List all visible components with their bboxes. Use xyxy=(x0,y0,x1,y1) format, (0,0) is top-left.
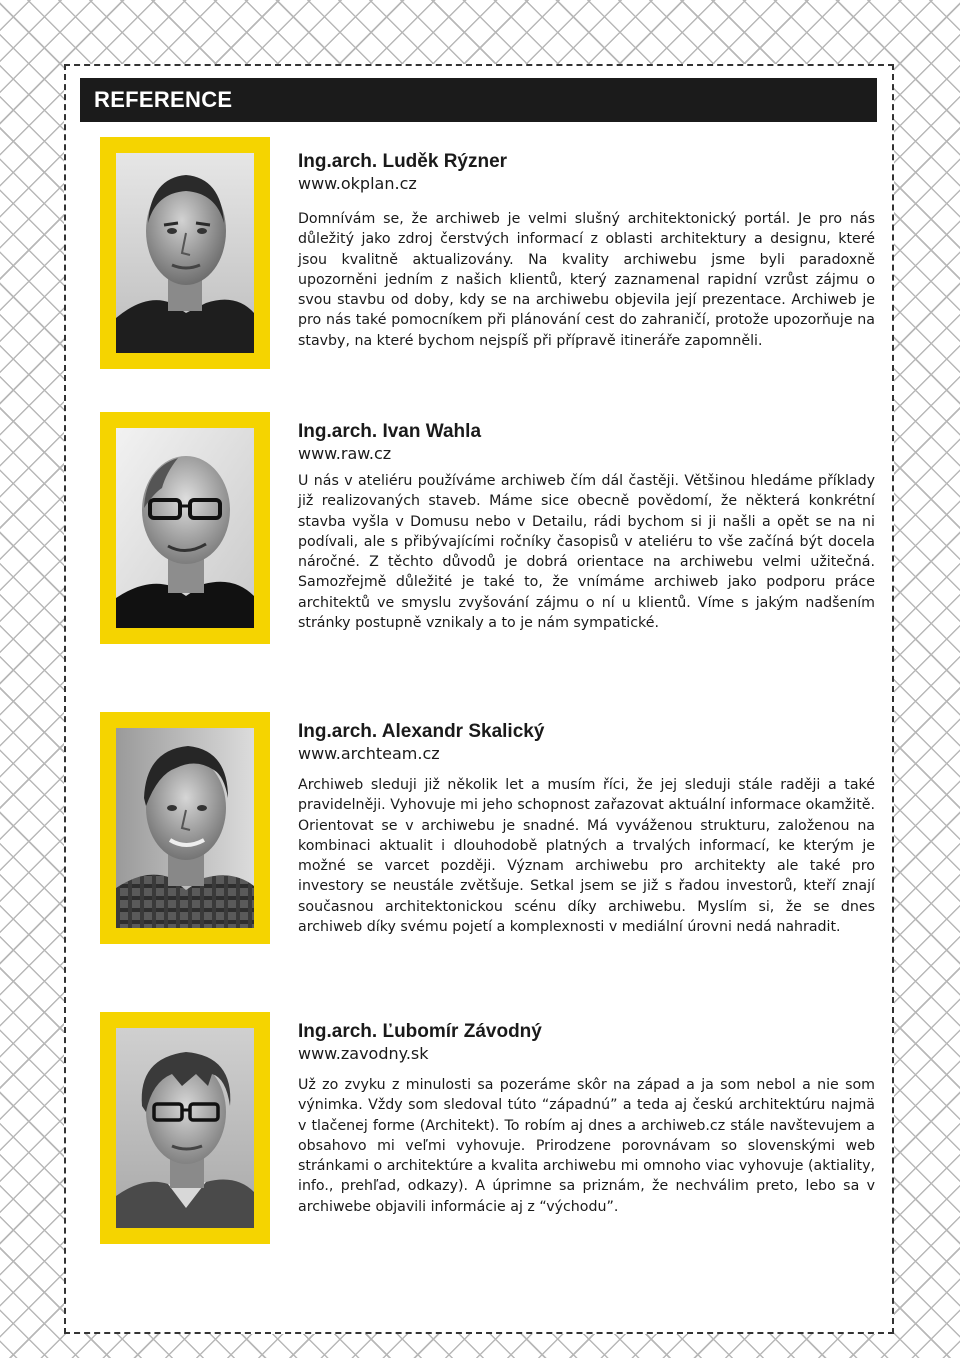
portrait-frame xyxy=(100,137,270,369)
website-link[interactable]: www.raw.cz xyxy=(298,444,392,463)
reference-ryzner xyxy=(298,150,875,351)
portrait-frame xyxy=(100,712,270,944)
portrait-photo xyxy=(116,153,254,353)
person-name: Ing.arch. Luděk Rýzner xyxy=(298,151,508,172)
website-link[interactable]: www.zavodny.sk xyxy=(298,1044,429,1063)
portrait-photo xyxy=(116,1028,254,1228)
portrait-photo xyxy=(116,428,254,628)
page-title: REFERENCE xyxy=(80,78,877,122)
person-name: Ing.arch. Alexandr Skalický xyxy=(298,721,545,742)
portrait-photo xyxy=(116,728,254,928)
portrait-frame xyxy=(100,1012,270,1244)
testimonial-text: Archiweb sleduji již několik let a musím říci, že jej sleduji stále raději a také pravidelněji. Vyhovuje mi jeho schopnost zařazovat aktuální informace okamžitě. Orientovat se v archiwebu je snadné. Má vyváženou strukturu, založenou na kombinaci aktualit i dlouhodobě platných a trvalých informací, ke kterým je možné se varcet později. Význam archiwebu pro architekty ale také pro investory se neustále zvětšuje. Setkal jsem se již s řadou investorů, kteří znají současnou architektonickou scénu díky archiwebu. Myslím si, že se dnes archiweb díky svému pojetí a komplexnosti v mediální úrovni nedá nahradit. xyxy=(298,777,875,936)
testimonial-text: U nás v ateliéru používáme archiweb čím dál častěji. Většinou hledáme příklady již realizovaných staveb. Máme sice obecně povědomí, že některá konkrétní stavba vyšla v Domusu nebo v Detailu, rádi bychom si ji našli a opět se na ni podívali, ale s přibývajícími ročníky časopisů v ateliéru to vše začíná být docela náročné. Z těchto důvodů je dobrá orientace na archiwebu velmi užitečná. Samozřejmě důležité je také to, že vnímáme archiweb jako podporu práce architektů ve smyslu zvyšování zájmu o ní u klientů. Víme s jakým nadšením stránky postupně vznikaly a to je nám sympatické. xyxy=(298,473,875,632)
person-name: Ing.arch. Ľubomír Závodný xyxy=(298,1021,542,1042)
reference-wahla xyxy=(298,420,875,633)
website-link[interactable]: www.archteam.cz xyxy=(298,744,440,763)
portrait-frame xyxy=(100,412,270,644)
reference-zavodny xyxy=(298,1020,875,1217)
reference-skalicky xyxy=(298,720,875,937)
person-name: Ing.arch. Ivan Wahla xyxy=(298,421,482,442)
testimonial-text: Domnívám se, že archiweb je velmi slušný architektonický portál. Je pro nás důležitý jako zdroj čerstvých informací z oblasti architektury a designu, které jsou kvalitně aktualizovány. Na kvality archiwebu jsme byli paradoxně upozorněni jedním z našich klientů, který zaznamenal rapidní vzrůst zájmu o svou stavbu od doby, kdy se na archiwebu objevila její prezentace. Archiweb je pro nás také pomocníkem při plánování cest do zahraničí, protože upozorňuje na stavby, na které bychom nejspíš při přípravě itineráře zapomněli. xyxy=(298,211,875,349)
testimonial-text: Už zo zvyku z minulosti sa pozeráme skôr na západ a ja som nebol a nie som výnimka. Vždy som sledoval túto “západnú” a teda aj českú architektúru najmä v tlačenej forme (Architekt). To robím aj dnes a archiweb.cz stále navštevujem a obsahovo mi veľmi vyhovuje. Prirodzene porovnávam so slovenskými web stránkami o architektúre a kvalita archiwebu mi omnoho viac vyhovuje (aktiality, info., prehľad, odkazy). A úprimne sa priznám, že nechválim preto, lebo sa v archiwebe objavili informácie aj z “východu”. xyxy=(298,1077,875,1215)
website-link[interactable]: www.okplan.cz xyxy=(298,174,417,193)
